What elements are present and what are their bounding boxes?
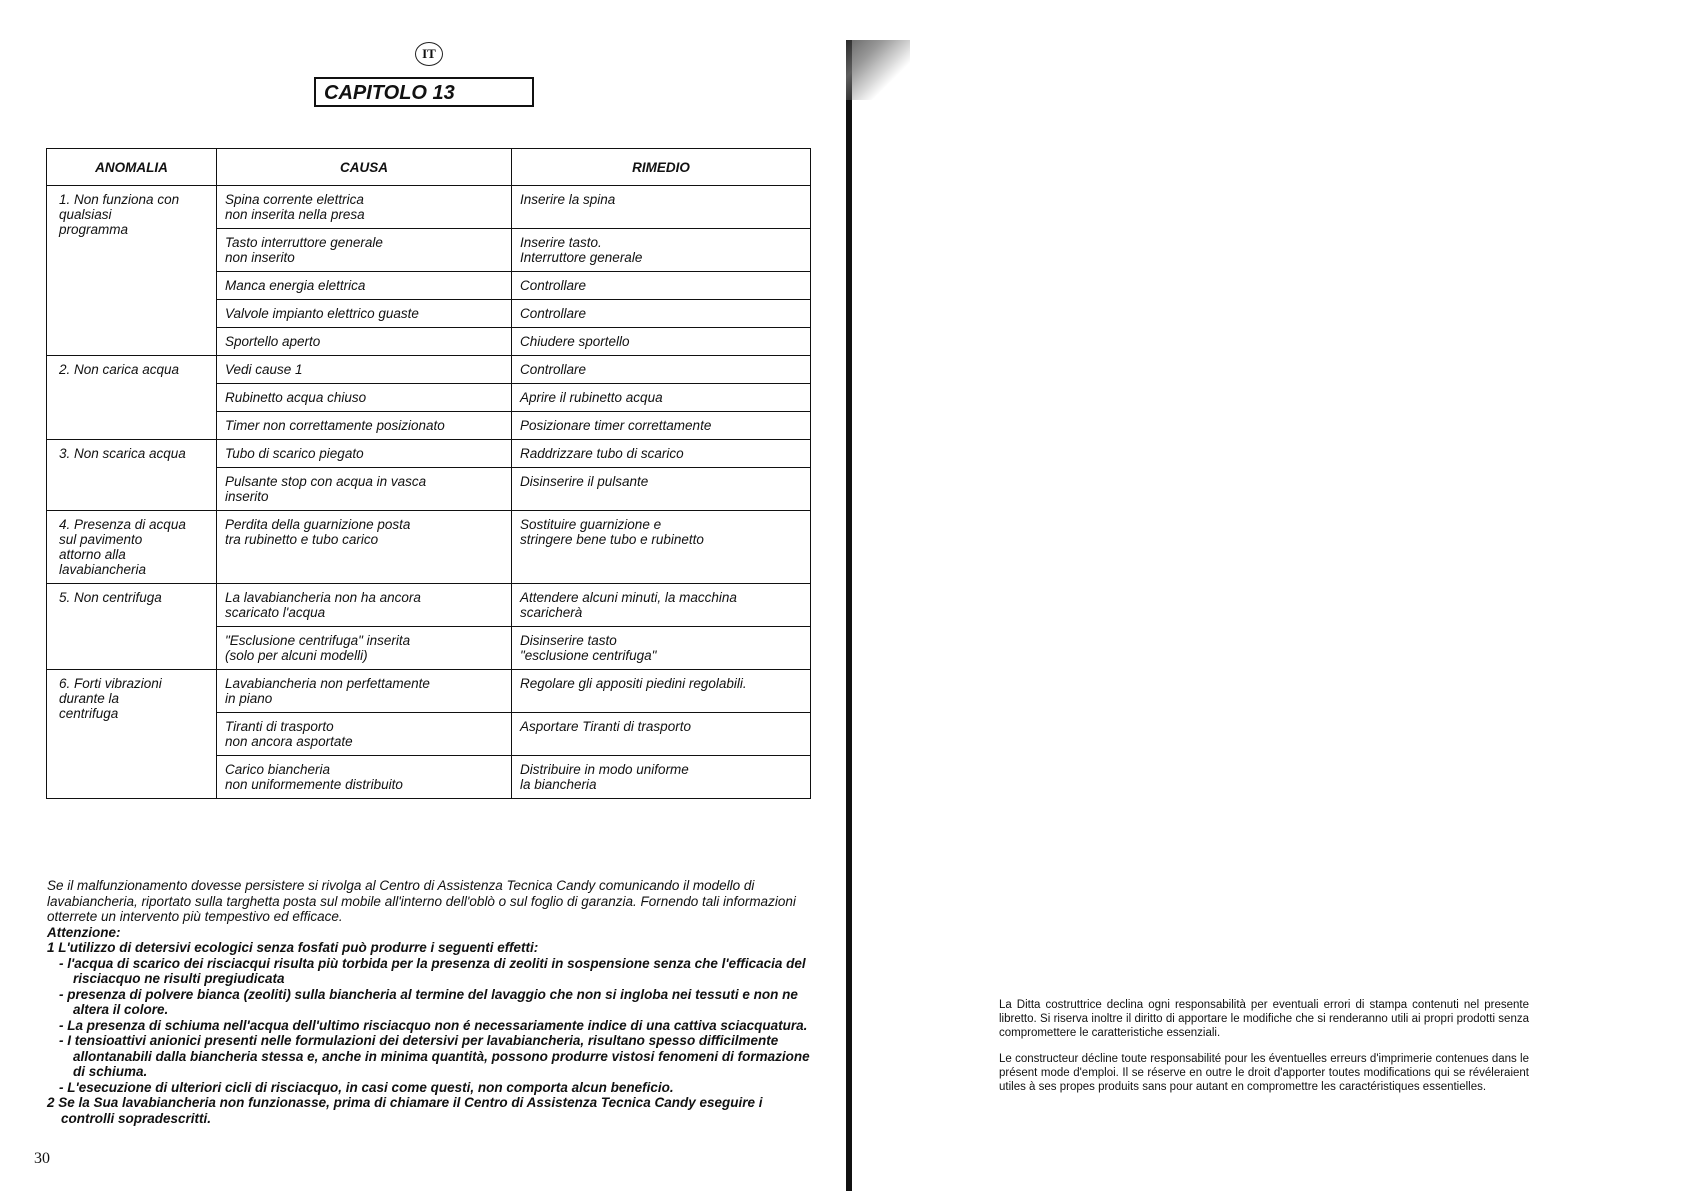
remedy-cell <box>512 356 811 384</box>
note-bullet: - La presenza di schiuma nell'acqua dell'ultimo risciacquo non é necessariamente indice di una cattiva sciacquatura. <box>47 1018 817 1034</box>
anomaly-cell <box>47 186 217 356</box>
table-row <box>47 584 811 627</box>
chapter-title: CAPITOLO 13 <box>314 77 534 107</box>
cause-text: Manca energia elettrica <box>225 278 366 293</box>
anomaly-cell <box>47 356 217 440</box>
remedy-text: Sostituire guarnizione e stringere bene tubo e rubinetto <box>520 517 704 547</box>
remedy-cell <box>512 384 811 412</box>
remedy-cell <box>512 229 811 272</box>
notes-section <box>47 878 817 1126</box>
cause-cell <box>217 584 512 627</box>
remedy-cell <box>512 713 811 756</box>
remedy-text: Aprire il rubinetto acqua <box>520 390 663 405</box>
anomaly-cell <box>47 511 217 584</box>
remedy-text: Chiudere sportello <box>520 334 630 349</box>
cause-cell <box>217 468 512 511</box>
anomaly-cell <box>47 670 217 799</box>
remedy-cell <box>512 670 811 713</box>
anomaly-text: 4. Presenza di acqua sul pavimento attorno alla lavabiancheria <box>59 517 186 577</box>
remedy-cell <box>512 756 811 799</box>
cause-cell <box>217 300 512 328</box>
table-row <box>47 356 811 384</box>
anomaly-text: 1. Non funziona con qualsiasi programma <box>59 192 180 237</box>
remedy-text: Disinserire il pulsante <box>520 474 649 489</box>
anomaly-text: 3. Non scarica acqua <box>59 446 186 461</box>
cause-cell <box>217 412 512 440</box>
remedy-cell <box>512 186 811 229</box>
remedy-text: Inserire tasto. Interruttore generale <box>520 235 643 265</box>
note-bullet: - I tensioattivi anionici presenti nelle formulazioni dei detersivi per lavabiancheria, risultano spesso difficilmente allontanabili dalla biancheria stessa e, anche in minima quantità, possono produrre vistosi fenomeni di formazione di schiuma. <box>47 1033 817 1080</box>
remedy-text: Inserire la spina <box>520 192 616 207</box>
cause-text: Vedi cause 1 <box>225 362 303 377</box>
anomaly-cell <box>47 584 217 670</box>
remedy-cell <box>512 272 811 300</box>
cause-cell <box>217 186 512 229</box>
table-body <box>47 186 811 799</box>
column-header-cause: CAUSA <box>217 149 512 186</box>
table-row <box>47 440 811 468</box>
remedy-text: Raddrizzare tubo di scarico <box>520 446 684 461</box>
right-page <box>860 0 1691 1191</box>
remedy-text: Regolare gli appositi piedini regolabili. <box>520 676 747 691</box>
cause-cell <box>217 272 512 300</box>
remedy-text: Controllare <box>520 362 587 377</box>
cause-cell <box>217 627 512 670</box>
cause-text: Valvole impianto elettrico guaste <box>225 306 419 321</box>
cause-text: Sportello aperto <box>225 334 321 349</box>
remedy-cell <box>512 328 811 356</box>
binding-spine <box>846 40 852 1191</box>
anomaly-text: 5. Non centrifuga <box>59 590 162 605</box>
note-bullet: - L'esecuzione di ulteriori cicli di risciacquo, in casi come questi, non comporta alcun beneficio. <box>47 1080 817 1096</box>
cause-text: Tiranti di trasporto non ancora asportate <box>225 719 353 749</box>
language-badge: IT <box>415 42 443 66</box>
cause-cell <box>217 511 512 584</box>
cause-cell <box>217 440 512 468</box>
note-point-1: 1 L'utilizzo di detersivi ecologici senza fosfati può produrre i seguenti effetti: <box>47 940 539 955</box>
cause-cell <box>217 356 512 384</box>
remedy-cell <box>512 440 811 468</box>
page-number: 30 <box>34 1150 50 1167</box>
table-row <box>47 186 811 229</box>
cause-text: Spina corrente elettrica non inserita nella presa <box>225 192 365 222</box>
disclaimer-italian: La Ditta costruttrice declina ogni responsabilità per eventuali errori di stampa contenuti nel presente libretto. Si riserva inoltre il diritto di apportare le modifiche che si renderanno utili ai propri prodotti senza compromettere le caratteristiche essenziali. <box>999 999 1529 1039</box>
cause-cell <box>217 229 512 272</box>
cause-text: Tasto interruttore generale non inserito <box>225 235 383 265</box>
notes-intro: Se il malfunzionamento dovesse persistere si rivolga al Centro di Assistenza Tecnica Candy comunicando il modello di lavabiancheria, riportato sulla targhetta posta sul mobile all'interno dell'oblò o sul foglio di garanzia. Fornendo tali informazioni otterrete un intervento più tempestivo ed efficace. <box>47 878 796 924</box>
remedy-text: Posizionare timer correttamente <box>520 418 712 433</box>
remedy-text: Distribuire in modo uniforme la biancheria <box>520 762 689 792</box>
cause-cell <box>217 384 512 412</box>
disclaimer-block <box>999 998 1529 1106</box>
cause-cell <box>217 670 512 713</box>
cause-text: Rubinetto acqua chiuso <box>225 390 367 405</box>
cause-text: Perdita della guarnizione posta tra rubinetto e tubo carico <box>225 517 411 547</box>
cause-text: Carico biancheria non uniformemente distribuito <box>225 762 403 792</box>
cause-text: Pulsante stop con acqua in vasca inserito <box>225 474 427 504</box>
troubleshooting-table <box>46 148 811 799</box>
disclaimer-french: Le constructeur décline toute responsabilité pour les éventuelles erreurs d'imprimerie contenues dans le présent mode d'emploi. Il se réserve en outre le droit d'apporter toutes modifications qui se révéleraient utiles à ses propes produits sans pour autant en compromettre les caractéristiques essentielles. <box>999 1053 1529 1093</box>
remedy-text: Controllare <box>520 306 587 321</box>
cause-text: La lavabiancheria non ha ancora scaricato l'acqua <box>225 590 421 620</box>
remedy-cell <box>512 412 811 440</box>
cause-cell <box>217 756 512 799</box>
anomaly-cell <box>47 440 217 511</box>
anomaly-text: 2. Non carica acqua <box>59 362 180 377</box>
cause-text: "Esclusione centrifuga" inserita (solo per alcuni modelli) <box>225 633 411 663</box>
remedy-cell <box>512 468 811 511</box>
remedy-cell <box>512 584 811 627</box>
cause-text: Lavabiancheria non perfettamente in piano <box>225 676 430 706</box>
remedy-text: Disinserire tasto "esclusione centrifuga" <box>520 633 657 663</box>
note-point-2: 2 Se la Sua lavabiancheria non funzionasse, prima di chiamare il Centro di Assistenza Tecnica Candy eseguire i controlli sopradescritti. <box>47 1095 763 1126</box>
remedy-text: Controllare <box>520 278 587 293</box>
cause-text: Tubo di scarico piegato <box>225 446 364 461</box>
remedy-cell <box>512 511 811 584</box>
remedy-cell <box>512 627 811 670</box>
note-bullet-list <box>47 956 817 1096</box>
remedy-cell <box>512 300 811 328</box>
table-header-row <box>47 149 811 186</box>
column-header-anomaly: ANOMALIA <box>47 149 217 186</box>
remedy-text: Attendere alcuni minuti, la macchina scaricherà <box>520 590 737 620</box>
note-bullet: - l'acqua di scarico dei risciacqui risulta più torbida per la presenza di zeoliti in sospensione senza che l'efficacia del risciacquo ne risulti pregiudicata <box>47 956 817 987</box>
cause-cell <box>217 328 512 356</box>
note-bullet: - presenza di polvere bianca (zeoliti) sulla biancheria al termine del lavaggio che non si ingloba nei tessuti e non ne altera il colore. <box>47 987 817 1018</box>
cause-text: Timer non correttamente posizionato <box>225 418 445 433</box>
table-row <box>47 511 811 584</box>
cause-cell <box>217 713 512 756</box>
attention-heading: Attenzione: <box>47 924 121 940</box>
remedy-text: Asportare Tiranti di trasporto <box>520 719 691 734</box>
table-row <box>47 670 811 713</box>
column-header-remedy: RIMEDIO <box>512 149 811 186</box>
anomaly-text: 6. Forti vibrazioni durante la centrifuga <box>59 676 162 721</box>
